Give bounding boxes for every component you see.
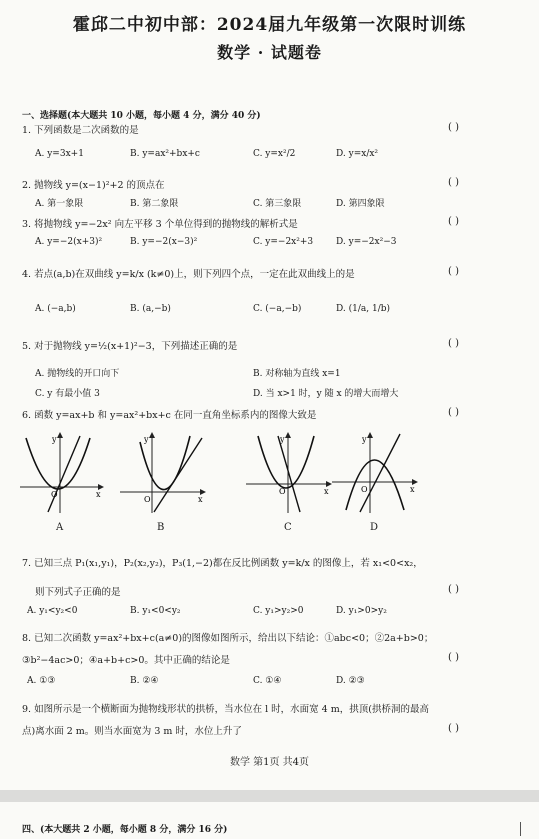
q2-answer-paren: ( ) xyxy=(448,177,459,188)
q6-graph-c-y-label: y xyxy=(280,435,285,444)
q3-option-c: C. y=−2x²+3 xyxy=(253,237,314,247)
q5-answer-paren: ( ) xyxy=(448,338,459,349)
q7-stem: 7. 已知三点 P₁(x₁,y₁)，P₂(x₂,y₂)，P₃(1,−2)都在反比例函数 y=k/x 的图像上，若 x₁<0<x₂， xyxy=(22,558,423,569)
q7-answer-paren: ( ) xyxy=(448,584,459,595)
q6-graph-c xyxy=(244,430,334,515)
q1-answer-paren: ( ) xyxy=(448,122,459,133)
q2-stem: 2. 抛物线 y=(x−1)²+2 的顶点在 xyxy=(22,180,165,191)
q6-graph-a-x-label: x xyxy=(96,490,101,499)
q6-graph-c-x-label: x xyxy=(324,487,329,496)
q1-option-a: A. y=3x+1 xyxy=(35,149,84,159)
q3-stem: 3. 将抛物线 y=−2x² 向左平移 3 个单位得到的抛物线的解析式是 xyxy=(22,219,298,230)
q6-answer-paren: ( ) xyxy=(448,407,459,418)
exam-subtitle: 数学 · 试题卷 xyxy=(217,43,322,62)
q9-stem: 9. 如图所示是一个横断面为抛物线形状的拱桥，当水位在 l 时，水面宽 4 m，拱顶(拱桥洞的最高 xyxy=(22,704,429,715)
q2-option-b: B. 第二象限 xyxy=(130,199,179,209)
q6-label-c: C xyxy=(284,522,292,533)
q9-stem-continued: 点)离水面 2 m。则当水面宽为 3 m 时，水位上升了 xyxy=(22,726,242,737)
page-gap xyxy=(0,790,539,802)
q6-graph-a xyxy=(18,430,106,515)
q2-option-a: A. 第一象限 xyxy=(35,199,84,209)
q6-graph-b-origin-label: O xyxy=(144,495,151,504)
q5-option-d: D. 当 x>1 时，y 随 x 的增大而增大 xyxy=(253,389,399,399)
q8-option-b: B. ②④ xyxy=(130,676,159,686)
q6-graph-d-y-label: y xyxy=(362,435,367,444)
page-edge-mark xyxy=(520,822,521,836)
q1-stem: 1. 下列函数是二次函数的是 xyxy=(22,125,139,136)
q4-option-a: A. (−a,b) xyxy=(35,304,76,314)
q6-graph-b-x-label: x xyxy=(198,495,203,504)
q3-option-d: D. y=−2x²−3 xyxy=(336,237,397,247)
q6-graph-c-origin-label: O xyxy=(279,487,286,496)
q7-option-b: B. y₁<0<y₂ xyxy=(130,606,181,616)
section-four-heading: 四、(本大题共 2 小题，每小题 8 分，满分 16 分) xyxy=(22,825,228,835)
q5-stem: 5. 对于抛物线 y=½(x+1)²−3，下列描述正确的是 xyxy=(22,341,238,352)
q2-option-d: D. 第四象限 xyxy=(336,199,385,209)
q6-graph-d-origin-label: O xyxy=(361,485,368,494)
q4-option-d: D. (1/a, 1/b) xyxy=(336,304,391,314)
q6-stem: 6. 函数 y=ax+b 和 y=ax²+bx+c 在同一直角坐标系内的图像大致是 xyxy=(22,410,317,421)
q7-option-a: A. y₁<y₂<0 xyxy=(27,606,78,616)
q3-answer-paren: ( ) xyxy=(448,216,459,227)
q6-graph-d-x-label: x xyxy=(410,485,415,494)
q8-option-a: A. ①③ xyxy=(27,676,56,686)
q1-option-d: D. y=x/x² xyxy=(336,149,379,159)
q8-stem-continued: ③b²−4ac>0；④a+b+c>0。其中正确的结论是 xyxy=(22,655,230,666)
exam-title: 霍邱二中初中部：2024届九年级第一次限时训练 xyxy=(72,15,467,35)
page-footer: 数学 第1页 共4页 xyxy=(229,757,310,768)
q5-option-b: B. 对称轴为直线 x=1 xyxy=(253,369,341,379)
q4-option-b: B. (a,−b) xyxy=(130,304,171,314)
q1-option-b: B. y=ax²+bx+c xyxy=(130,149,200,159)
q8-option-d: D. ②③ xyxy=(336,676,365,686)
q3-option-a: A. y=−2(x+3)² xyxy=(35,237,103,247)
q6-graph-b xyxy=(118,430,208,515)
q3-option-b: B. y=−2(x−3)² xyxy=(130,237,198,247)
q6-graph-d xyxy=(330,430,420,515)
q6-label-a: A xyxy=(56,522,64,533)
q6-graph-b-y-label: y xyxy=(144,435,149,444)
section-one-heading: 一、选择题(本大题共 10 小题，每小题 4 分，满分 40 分) xyxy=(22,111,261,121)
q4-answer-paren: ( ) xyxy=(448,266,459,277)
q8-option-c: C. ①④ xyxy=(253,676,282,686)
q6-graph-a-origin-label: O xyxy=(51,490,58,499)
q7-stem-continued: 则下列式子正确的是 xyxy=(35,587,121,598)
q7-option-c: C. y₁>y₂>0 xyxy=(253,606,304,616)
q1-option-c: C. y=x²/2 xyxy=(253,149,296,159)
q6-label-b: B xyxy=(157,522,165,533)
q4-stem: 4. 若点(a,b)在双曲线 y=k/x (k≠0)上，则下列四个点，一定在此双曲线上的是 xyxy=(22,269,355,280)
q8-stem: 8. 已知二次函数 y=ax²+bx+c(a≠0)的图像如图所示，给出以下结论：①abc<0；②2a+b>0； xyxy=(22,633,434,644)
q9-answer-paren: ( ) xyxy=(448,723,459,734)
q5-option-c: C. y 有最小值 3 xyxy=(35,389,100,399)
q7-option-d: D. y₁>0>y₂ xyxy=(336,606,387,616)
q4-option-c: C. (−a,−b) xyxy=(253,304,302,314)
q5-option-a: A. 抛物线的开口向下 xyxy=(35,369,120,379)
q6-graph-a-y-label: y xyxy=(52,435,57,444)
q2-option-c: C. 第三象限 xyxy=(253,199,302,209)
q8-answer-paren: ( ) xyxy=(448,652,459,663)
q6-label-d: D xyxy=(370,522,379,533)
